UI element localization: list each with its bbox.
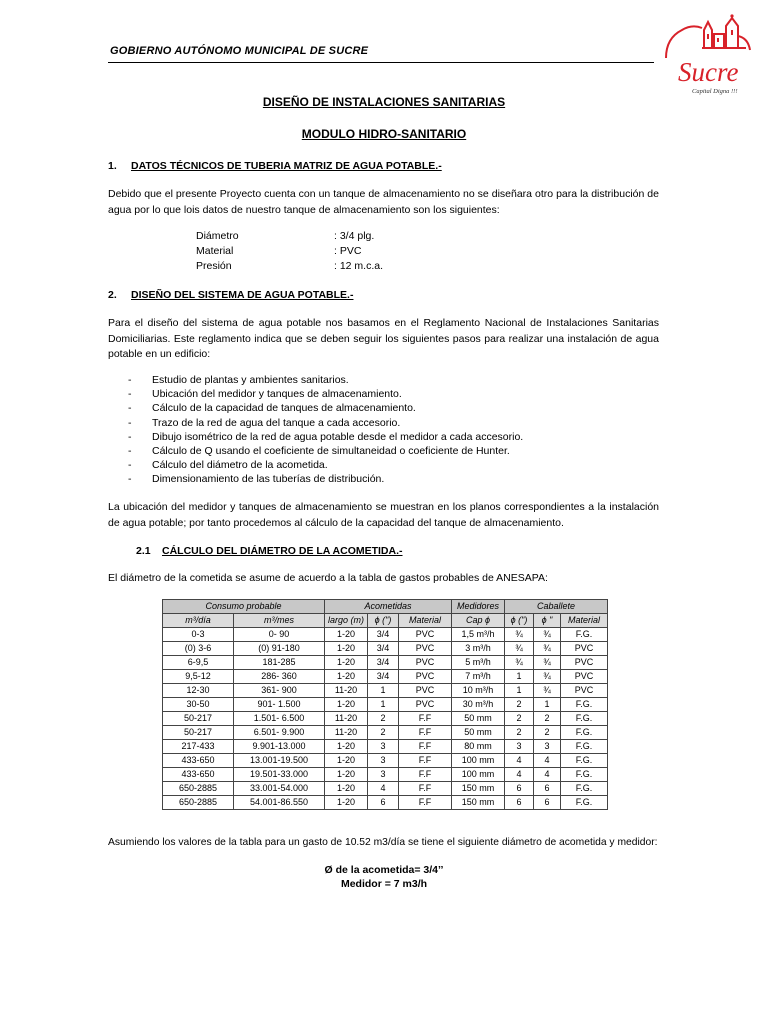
list-item: - Ubicación del medidor y tanques de almacenamiento.	[128, 388, 402, 401]
table-cell: 4	[534, 754, 561, 768]
table-cell: 100 mm	[452, 768, 505, 782]
table-cell: 1	[534, 698, 561, 712]
col-largo: largo (m)	[325, 614, 368, 628]
table-cell: ¾	[534, 656, 561, 670]
table-row	[163, 656, 608, 670]
bullet-dash: -	[128, 473, 132, 486]
col-m3-mes: m³/mes	[234, 614, 325, 628]
gastos-table	[162, 599, 608, 810]
main-title: DISEÑO DE INSTALACIONES SANITARIAS	[262, 95, 506, 109]
table-cell: 1-20	[325, 670, 368, 684]
bullet-dash: -	[128, 388, 132, 401]
table-cell: 0-3	[163, 628, 234, 642]
table-cell: 1-20	[325, 754, 368, 768]
table-row	[163, 670, 608, 684]
table-cell: 3/4	[368, 628, 399, 642]
table-cell: 19.501-33.000	[234, 768, 325, 782]
table-cell: 1	[368, 698, 399, 712]
table-cell: PVC	[399, 628, 452, 642]
section1-number: 1.	[108, 160, 117, 172]
table-cell: F.F	[399, 796, 452, 810]
table-cell: 1	[505, 670, 534, 684]
header-org: GOBIERNO AUTÓNOMO MUNICIPAL DE SUCRE	[110, 45, 369, 57]
table-cell: F.G.	[561, 628, 608, 642]
table-cell: 6-9,5	[163, 656, 234, 670]
steps-list	[128, 373, 523, 487]
table-cell: 901- 1.500	[234, 698, 325, 712]
table-cell: 1-20	[325, 642, 368, 656]
section21-conclusion: Asumiendo los valores de la tabla para un gasto de 10.52 m3/día se tiene el siguiente diámetro de acometida y medidor:	[108, 837, 658, 848]
table-cell: 433-650	[163, 754, 234, 768]
table-cell: 3/4	[368, 670, 399, 684]
list-item: - Trazo de la red de agua del tanque a cada accesorio.	[128, 416, 401, 429]
table-cell: (0) 91-180	[234, 642, 325, 656]
spec-diametro-value: : 3/4 plg.	[334, 230, 375, 242]
list-item: - Dimensionamiento de las tuberías de distribución.	[128, 473, 385, 486]
result-acometida: Ø de la acometida= 3/4’’	[324, 864, 444, 876]
table-cell: 1.501- 6.500	[234, 712, 325, 726]
table-cell: 2	[505, 726, 534, 740]
header-rule	[108, 62, 654, 63]
list-item: - Cálculo de Q usando el coeficiente de simultaneidad o coeficiente de Hunter.	[128, 445, 510, 458]
table-cell: 30-50	[163, 698, 234, 712]
table-cell: ¾	[505, 628, 534, 642]
spec-material-value: : PVC	[334, 245, 362, 257]
table-cell: 50-217	[163, 726, 234, 740]
table-cell: 1	[368, 684, 399, 698]
table-cell: 1-20	[325, 656, 368, 670]
table-cell: 150 mm	[452, 796, 505, 810]
table-row	[163, 712, 608, 726]
table-cell: 1-20	[325, 698, 368, 712]
table-cell: 3	[368, 768, 399, 782]
table-row	[163, 726, 608, 740]
table-row	[163, 698, 608, 712]
table-cell: 3/4	[368, 656, 399, 670]
table-cell: F.F	[399, 726, 452, 740]
table-cell: 0- 90	[234, 628, 325, 642]
col-m3-dia: m³/día	[163, 614, 234, 628]
col-material-caballete: Material	[561, 614, 608, 628]
table-cell: 1-20	[325, 782, 368, 796]
table-cell: 286- 360	[234, 670, 325, 684]
table-cell: 650-2885	[163, 782, 234, 796]
table-cell: PVC	[399, 670, 452, 684]
table-cell: 2	[505, 698, 534, 712]
table-cell: 4	[534, 768, 561, 782]
table-cell: 3/4	[368, 642, 399, 656]
table-row	[163, 642, 608, 656]
table-cell: 12-30	[163, 684, 234, 698]
table-cell: 2	[368, 712, 399, 726]
table-cell: 50 mm	[452, 712, 505, 726]
table-cell: 6	[534, 782, 561, 796]
table-cell: 1	[505, 684, 534, 698]
spec-presion-label: Presión	[196, 260, 232, 272]
module-title: MODULO HIDRO-SANITARIO	[301, 127, 467, 141]
table-cell: 9.901-13.000	[234, 740, 325, 754]
col-phi-caballete-1: ϕ (")	[505, 614, 534, 628]
list-item: - Estudio de plantas y ambientes sanitarios.	[128, 374, 349, 386]
table-cell: 50 mm	[452, 726, 505, 740]
table-cell: PVC	[561, 684, 608, 698]
table-cell: 54.001-86.550	[234, 796, 325, 810]
col-phi-caballete-2: ϕ "	[534, 614, 561, 628]
table-cell: 9,5-12	[163, 670, 234, 684]
table-cell: 217-433	[163, 740, 234, 754]
sucre-logo	[652, 8, 758, 100]
table-cell: 3	[505, 740, 534, 754]
table-cell: ¾	[534, 628, 561, 642]
table-row	[163, 740, 608, 754]
table-cell: PVC	[399, 642, 452, 656]
table-cell: 4	[505, 768, 534, 782]
table-cell: 11-20	[325, 712, 368, 726]
table-cell: 181-285	[234, 656, 325, 670]
table-cell: F.G.	[561, 712, 608, 726]
table-cell: 33.001-54.000	[234, 782, 325, 796]
table-cell: F.F	[399, 768, 452, 782]
table-cell: PVC	[561, 656, 608, 670]
table-cell: 3	[368, 754, 399, 768]
table-cell: 11-20	[325, 726, 368, 740]
bullet-dash: -	[128, 374, 132, 386]
table-row	[163, 754, 608, 768]
table-cell: 30 m³/h	[452, 698, 505, 712]
col-phi-acometida: ϕ (")	[368, 614, 399, 628]
table-cell: ¾	[505, 642, 534, 656]
bullet-dash: -	[128, 445, 132, 458]
table-cell: 650-2885	[163, 796, 234, 810]
table-cell: F.G.	[561, 796, 608, 810]
table-cell: F.F	[399, 740, 452, 754]
table-cell: PVC	[399, 684, 452, 698]
group-consumo: Consumo probable	[163, 600, 325, 614]
table-cell: 80 mm	[452, 740, 505, 754]
table-cell: 7 m³/h	[452, 670, 505, 684]
table-cell: F.G.	[561, 726, 608, 740]
table-cell: ¾	[534, 642, 561, 656]
table-cell: 1-20	[325, 768, 368, 782]
table-cell: 100 mm	[452, 754, 505, 768]
section21-heading: CÁLCULO DEL DIÁMETRO DE LA ACOMETIDA.-	[162, 545, 403, 557]
table-cell: 11-20	[325, 684, 368, 698]
list-item: - Cálculo de la capacidad de tanques de almacenamiento.	[128, 402, 416, 415]
table-cell: 10 m³/h	[452, 684, 505, 698]
table-cell: 2	[368, 726, 399, 740]
table-cell: PVC	[561, 642, 608, 656]
section21-number: 2.1	[136, 545, 151, 557]
section1-heading: DATOS TÉCNICOS DE TUBERIA MATRIZ DE AGUA POTABLE.-	[131, 160, 442, 172]
table-cell: ¾	[534, 670, 561, 684]
spec-diametro-label: Diámetro	[196, 230, 239, 242]
spec-presion-value: : 12 m.c.a.	[334, 260, 384, 272]
bullet-dash: -	[128, 416, 132, 429]
list-item: - Cálculo del diámetro de la acometida.	[128, 459, 328, 472]
table-cell: 6	[368, 796, 399, 810]
result-medidor: Medidor = 7 m3/h	[340, 878, 428, 890]
table-cell: 2	[534, 726, 561, 740]
table-cell: F.F	[399, 782, 452, 796]
bullet-dash: -	[128, 402, 132, 415]
table-cell: 13.001-19.500	[234, 754, 325, 768]
section2-paragraph: Para el diseño del sistema de agua potable nos basamos en el Reglamento Nacional de Instalaciones Sanitarias Domiciliarias. Este reglamento indica que se deben seguir los siguientes pasos para realizar una instalación de agua potable en un edificio:	[108, 317, 659, 360]
col-cap: Cap ϕ	[452, 614, 505, 628]
table-cell: PVC	[399, 698, 452, 712]
table-cell: 6	[505, 796, 534, 810]
table-cell: 3	[534, 740, 561, 754]
table-row	[163, 796, 608, 810]
table-cell: 6	[505, 782, 534, 796]
table-cell: F.F	[399, 712, 452, 726]
table-cell: F.G.	[561, 782, 608, 796]
table-cell: 3 m³/h	[452, 642, 505, 656]
table-cell: 6	[534, 796, 561, 810]
logo-tagline: Capital Digna !!!	[692, 88, 738, 95]
table-cell: 433-650	[163, 768, 234, 782]
group-acometidas: Acometidas	[325, 600, 452, 614]
table-cell: 6.501- 9.900	[234, 726, 325, 740]
bullet-dash: -	[128, 459, 132, 472]
table-cell: F.G.	[561, 754, 608, 768]
section2-heading: DISEÑO DEL SISTEMA DE AGUA POTABLE.-	[131, 289, 354, 301]
table-cell: 5 m³/h	[452, 656, 505, 670]
table-cell: (0) 3-6	[163, 642, 234, 656]
section2-paragraph-2: La ubicación del medidor y tanques de almacenamiento se muestran en los planos correspondientes a la instalación de agua potable; por tanto procedemos al cálculo de la capacidad del tanque de almacenamiento.	[108, 501, 659, 529]
table-cell: F.G.	[561, 768, 608, 782]
table-cell: F.F	[399, 754, 452, 768]
table-cell: ¾	[534, 684, 561, 698]
table-cell: 1-20	[325, 796, 368, 810]
section21-intro: El diámetro de la cometida se asume de acuerdo a la tabla de gastos probables de ANESAPA:	[108, 572, 548, 584]
table-cell: 1,5 m³/h	[452, 628, 505, 642]
table-row	[163, 768, 608, 782]
table-cell: PVC	[561, 670, 608, 684]
bullet-dash: -	[128, 430, 132, 443]
table-row	[163, 782, 608, 796]
group-caballete: Caballete	[505, 600, 608, 614]
group-medidores: Medidores	[452, 600, 505, 614]
logo-text: Sucre	[678, 57, 739, 87]
list-item: - Dibujo isométrico de la red de agua potable desde el medidor a cada accesorio.	[128, 430, 524, 443]
section2-number: 2.	[108, 289, 117, 301]
table-cell: 2	[534, 712, 561, 726]
table-cell: 150 mm	[452, 782, 505, 796]
table-cell: 50-217	[163, 712, 234, 726]
col-material-acometida: Material	[399, 614, 452, 628]
table-cell: ¾	[505, 656, 534, 670]
table-row	[163, 684, 608, 698]
spec-material-label: Material	[196, 245, 234, 257]
table-cell: 1-20	[325, 740, 368, 754]
table-cell: 3	[368, 740, 399, 754]
table-cell: 1-20	[325, 628, 368, 642]
table-cell: 4	[368, 782, 399, 796]
table-row	[163, 628, 608, 642]
table-cell: F.G.	[561, 698, 608, 712]
table-cell: 4	[505, 754, 534, 768]
section1-paragraph: Debido que el presente Proyecto cuenta con un tanque de almacenamiento no se diseñara otro para la distribución de agua por lo que lois datos de nuestro tanque de almacenamiento son los siguientes:	[108, 188, 659, 216]
table-cell: 2	[505, 712, 534, 726]
table-cell: 361- 900	[234, 684, 325, 698]
table-cell: F.G.	[561, 740, 608, 754]
table-cell: PVC	[399, 656, 452, 670]
